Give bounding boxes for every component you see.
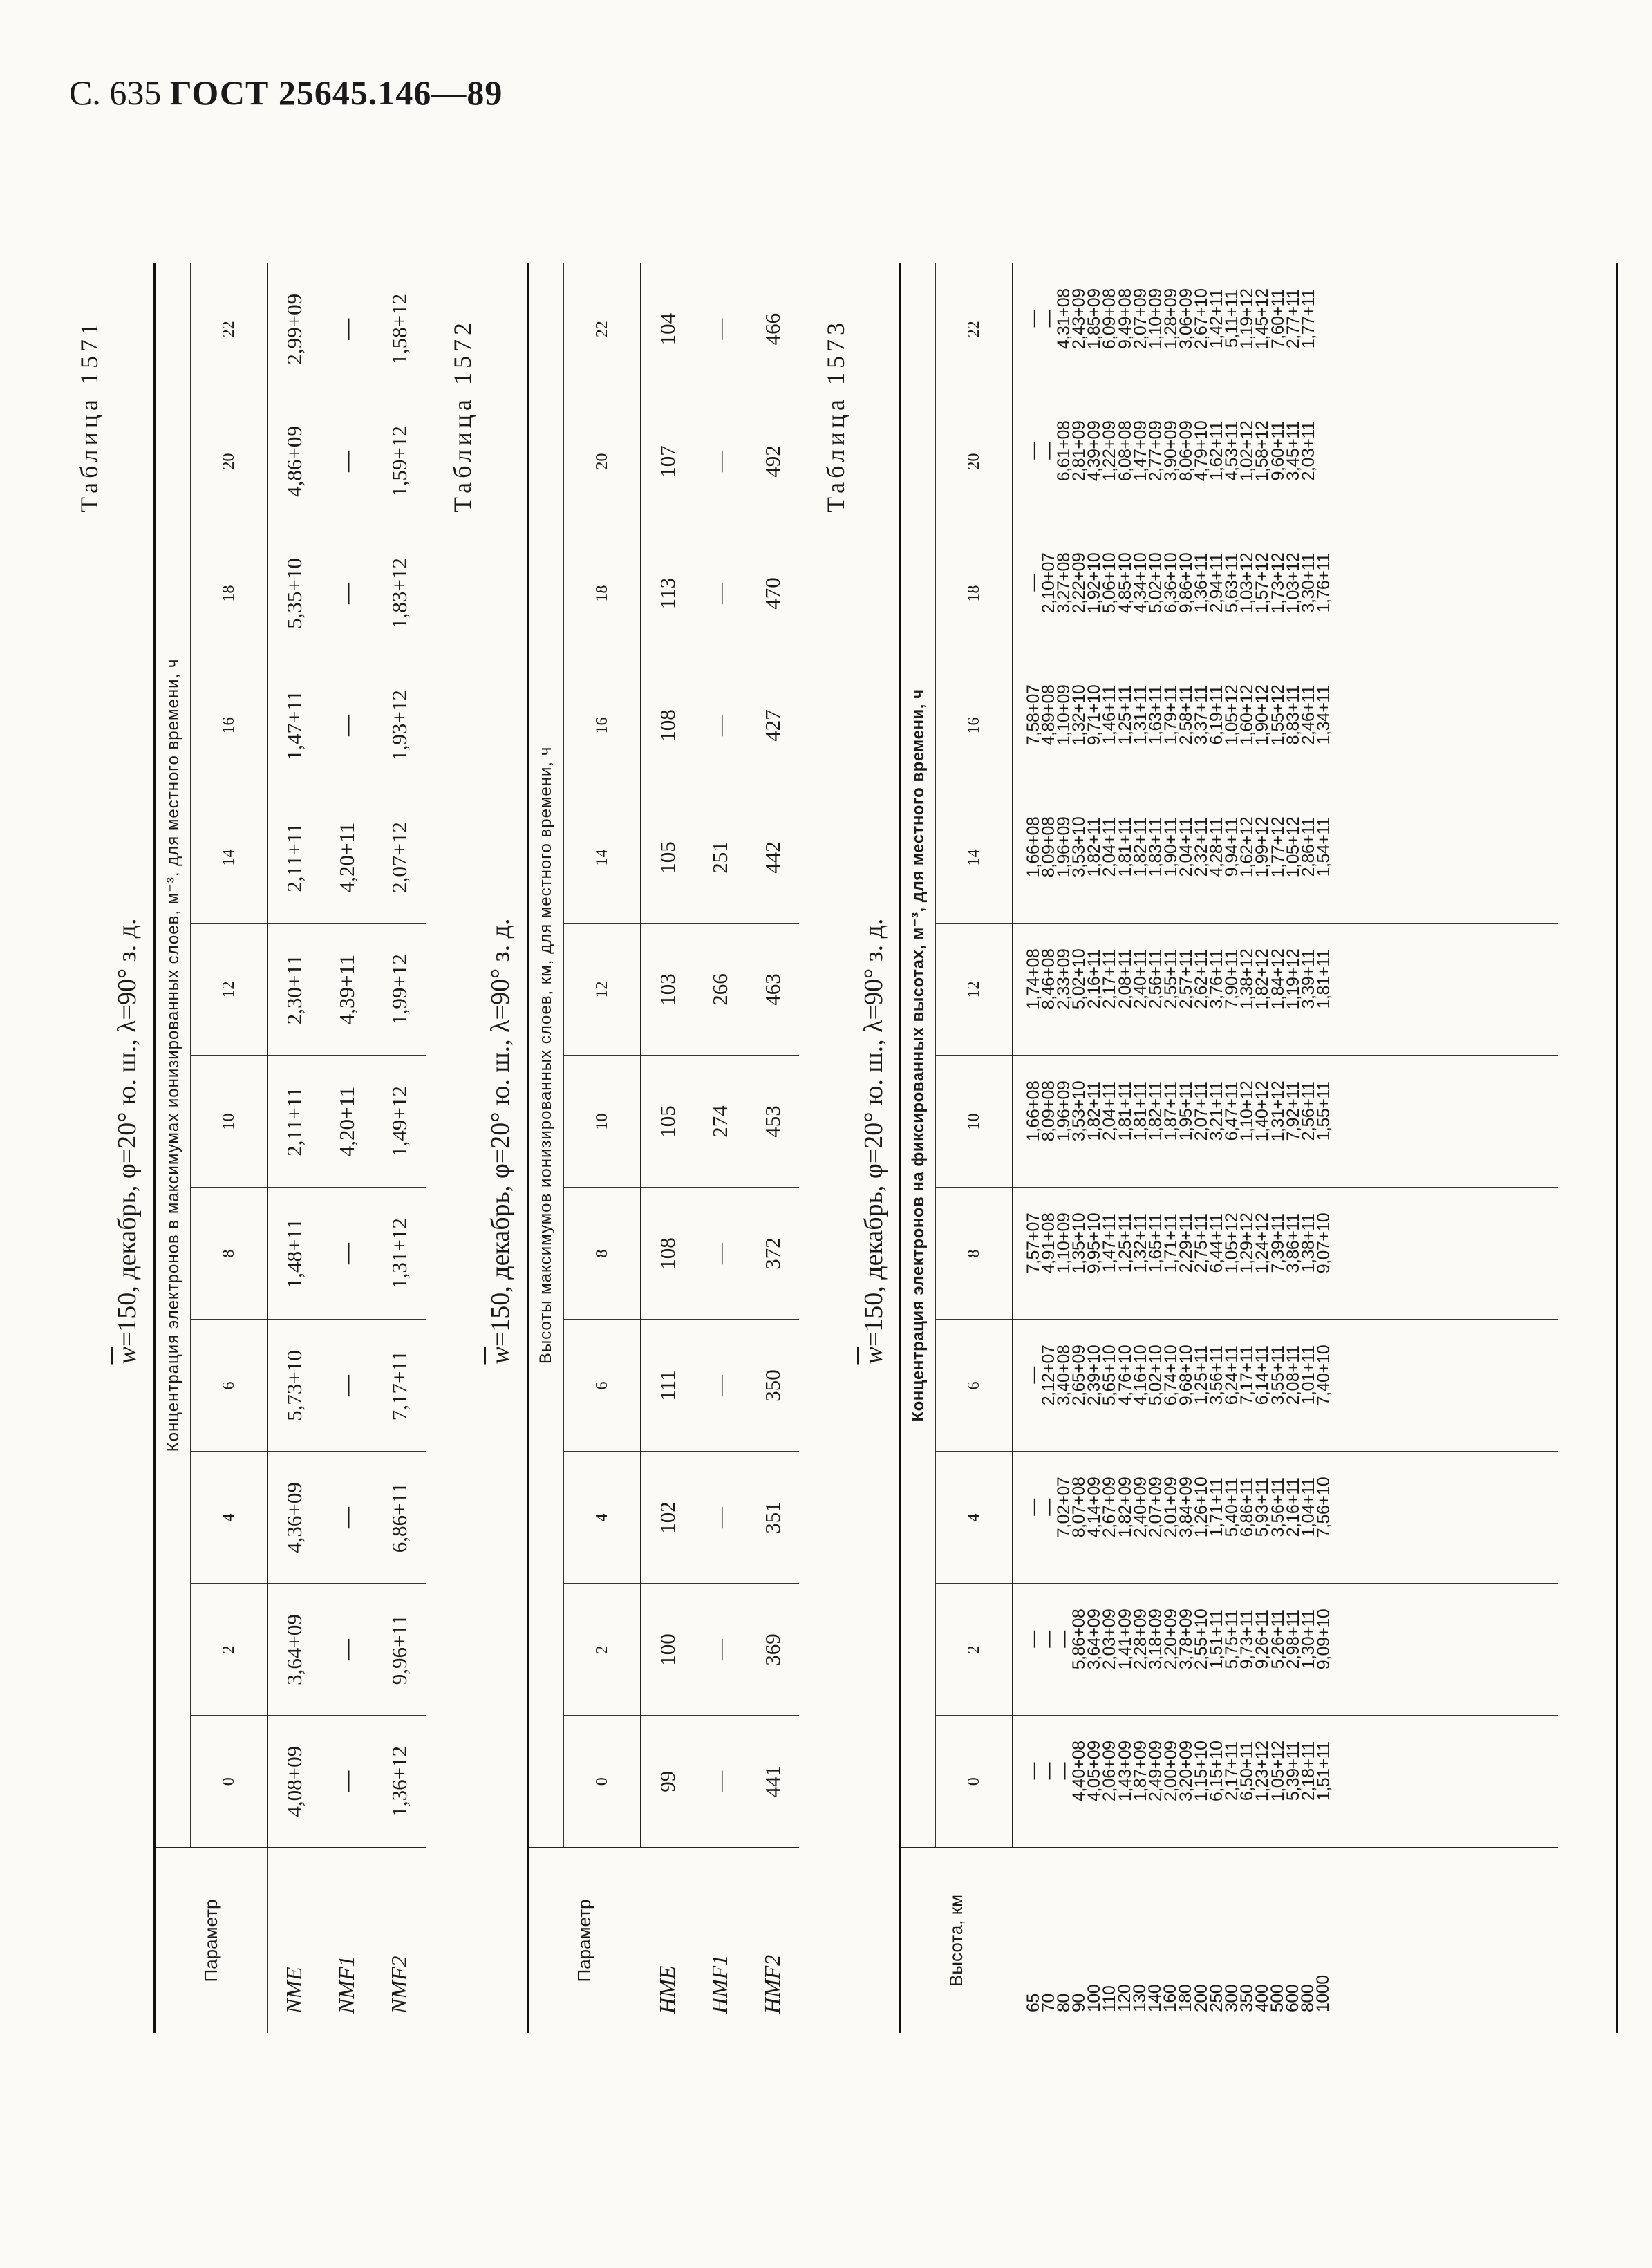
table-cell: 6,86+11 [373, 1452, 426, 1584]
standard-number: ГОСТ 25645.146—89 [169, 73, 503, 112]
param-name: HMF1 [694, 1848, 747, 2033]
hour-header: 12 [191, 924, 268, 1056]
hour-header: 2 [936, 1584, 1013, 1716]
hour-header: 6 [936, 1320, 1013, 1452]
table-cell: 2,11+11 [267, 791, 321, 924]
hour-header: 14 [191, 791, 268, 924]
table-cell: 113 [641, 527, 694, 659]
table-column-values: — 2,10+07 3,27+08 2,22+09 1,92+10 5,06+10 4,85+10 4,34+10 5,02+10 6,36+10 9,86+10 1,36+11 2,94+11 5,63+11 1,03+12 1,57+12 1,73+12 1,03+12 3,30+11 1,76+11 [1013, 527, 1558, 659]
height-values: 65 70 80 90 100 110 120 130 140 160 180 200 250 300 350 400 500 600 800 1000 [1013, 1848, 1558, 2033]
table-cell: 1,83+12 [373, 527, 426, 659]
table-cell: 104 [641, 263, 694, 395]
hour-header: 22 [564, 263, 641, 395]
table-cell: 1,58+12 [373, 263, 426, 395]
hour-header: 6 [564, 1320, 641, 1452]
hour-header: 18 [191, 527, 268, 659]
table-cell: 427 [747, 659, 799, 791]
table-column-values: 1,74+08 8,46+08 2,33+09 5,02+10 2,16+11 2,17+11 2,08+11 2,40+11 2,56+11 2,55+11 2,57+11 2,62+11 3,76+11 7,90+11 1,38+12 1,82+12 1,84+12 1,19+12 3,39+11 1,81+11 [1013, 924, 1558, 1056]
table-cell: — [321, 1716, 373, 1848]
table-cell: — [694, 1452, 747, 1584]
table-cell: 103 [641, 924, 694, 1056]
hour-header: 2 [564, 1584, 641, 1716]
table-1571 [156, 263, 426, 2033]
table-cell: 3,64+09 [267, 1584, 321, 1716]
table-cell: — [694, 395, 747, 527]
table-cell: 463 [747, 924, 799, 1056]
table-cell: 1,31+12 [373, 1188, 426, 1320]
page-number: С. 635 [69, 73, 162, 112]
table-cell: — [694, 1188, 747, 1320]
table-cell: 2,99+09 [267, 263, 321, 395]
table-1573-label: Таблица 1573 [822, 319, 850, 512]
param-name: HME [641, 1848, 694, 2033]
table-cell: — [321, 659, 373, 791]
table-cell: 7,17+11 [373, 1320, 426, 1452]
table-cell: 4,36+09 [267, 1452, 321, 1584]
table-cell: 369 [747, 1584, 799, 1716]
table-row [694, 263, 747, 2033]
table-1572-label: Таблица 1572 [449, 319, 476, 512]
table-cell: 351 [747, 1452, 799, 1584]
title-w-overline: $\overline{w}$ [486, 1347, 515, 1365]
table-cell: 4,20+11 [321, 1056, 373, 1188]
table-cell: — [321, 1452, 373, 1584]
hour-header: 22 [936, 263, 1013, 395]
table-cell: 4,86+09 [267, 395, 321, 527]
table-cell: 105 [641, 791, 694, 924]
table-cell: 105 [641, 1056, 694, 1188]
table-1572-caption: Высоты максимумов ионизированных слоев, км, для местного времени, ч [529, 263, 564, 1848]
hour-header: 8 [191, 1188, 268, 1320]
hour-header: 2 [191, 1584, 268, 1716]
table-cell: 99 [641, 1716, 694, 1848]
table-cell: 108 [641, 1188, 694, 1320]
table-column-values: — 2,12+07 3,40+08 2,65+09 2,39+10 5,65+10 4,76+10 4,16+10 5,02+10 6,74+10 9,68+10 1,25+11 3,56+11 6,24+11 7,17+11 6,14+11 3,55+11 2,08+11 1,01+11 7,40+10 [1013, 1320, 1558, 1452]
table-column-values: 1,66+08 8,09+08 1,96+09 3,53+10 1,82+11 2,04+11 1,81+11 1,82+11 1,83+11 1,90+11 2,04+11 2,32+11 4,28+11 9,94+11 1,62+12 1,99+12 1,77+12 1,05+12 2,86+11 1,54+11 [1013, 791, 1558, 924]
table-row [641, 263, 694, 2033]
table-cell: — [694, 659, 747, 791]
table-cell: — [321, 1320, 373, 1452]
table-1571-caption: Концентрация электронов в максимумах ионизированных слоев, м⁻³, для местного времени, ч [156, 263, 191, 1848]
table-cell: 1,93+12 [373, 659, 426, 791]
table-column-values: 7,57+07 4,91+08 1,10+09 1,35+10 9,95+10 1,47+11 1,25+11 1,32+11 1,65+11 1,71+11 2,29+11 2,75+11 6,44+11 1,05+12 1,29+12 1,24+12 7,39+11 3,86+11 1,38+11 9,07+10 [1013, 1188, 1558, 1320]
table-cell: 1,48+11 [267, 1188, 321, 1320]
table-cell: 442 [747, 791, 799, 924]
table-row [321, 263, 373, 2033]
table-cell: 111 [641, 1320, 694, 1452]
hour-header: 12 [936, 924, 1013, 1056]
table-cell: 453 [747, 1056, 799, 1188]
table-cell: 1,99+12 [373, 924, 426, 1056]
table-cell: 1,49+12 [373, 1056, 426, 1188]
hour-header: 12 [564, 924, 641, 1056]
table-column-values: 1,66+08 8,09+08 1,96+09 3,53+10 1,82+11 2,04+11 1,81+11 1,81+11 1,82+11 1,87+11 1,95+11 2,07+11 3,21+11 6,47+11 1,10+12 1,40+12 1,31+12 7,92+11 2,56+11 1,55+11 [1013, 1056, 1558, 1188]
table-cell: 372 [747, 1188, 799, 1320]
table-cell: 350 [747, 1320, 799, 1452]
title-w-overline: $\overline{w}$ [859, 1347, 888, 1365]
table-cell: — [321, 263, 373, 395]
hour-header: 14 [936, 791, 1013, 924]
table-cell: 492 [747, 395, 799, 527]
hour-header: 22 [191, 263, 268, 395]
hour-header: 0 [936, 1716, 1013, 1848]
table-column-values: — — 4,31+08 2,43+09 1,85+09 6,09+08 9,49+08 2,07+09 1,10+09 1,28+09 3,06+09 2,67+10 1,42+11 5,11+11 1,19+12 1,45+12 7,60+11 2,77+11 1,77+11 [1013, 263, 1558, 395]
param-header: Параметр [156, 1848, 267, 2033]
table-1571-label: Таблица 1571 [75, 319, 103, 512]
table-cell: 108 [641, 659, 694, 791]
table-cell: 4,20+11 [321, 791, 373, 924]
hour-header: 20 [936, 395, 1013, 527]
hour-header: 4 [564, 1452, 641, 1584]
table-cell: 5,35+10 [267, 527, 321, 659]
table-cell: — [694, 1584, 747, 1716]
hour-header: 4 [936, 1452, 1013, 1584]
table-cell: — [694, 1716, 747, 1848]
table-cell: — [321, 1584, 373, 1716]
param-name: NMF1 [321, 1848, 373, 2033]
table-cell: — [694, 527, 747, 659]
table-1572 [529, 263, 799, 2033]
table-cell: 441 [747, 1716, 799, 1848]
hour-header: 10 [936, 1056, 1013, 1188]
param-name: NME [267, 1848, 321, 2033]
table-cell: 4,08+09 [267, 1716, 321, 1848]
hour-header: 18 [564, 527, 641, 659]
table-column-values: — — 6,61+08 2,81+09 4,39+09 1,22+09 6,08+08 1,47+09 2,77+09 3,90+09 8,06+09 4,79+10 1,62+11 4,53+11 1,02+12 1,58+12 9,60+11 3,45+11 2,03+11 [1013, 395, 1558, 527]
table-cell: 2,30+11 [267, 924, 321, 1056]
table-cell: — [694, 263, 747, 395]
param-name: NMF2 [373, 1848, 426, 2033]
table-cell: 470 [747, 527, 799, 659]
table-cell: 107 [641, 395, 694, 527]
hour-header: 6 [191, 1320, 268, 1452]
table-cell: 251 [694, 791, 747, 924]
table-cell: 466 [747, 263, 799, 395]
table-cell: 100 [641, 1584, 694, 1716]
height-header: Высота, км [901, 1848, 1013, 2033]
table-1571-title: $\overline{w}=150$, декабрь, φ=20° ю. ш., λ=90° з. д. [113, 918, 142, 1365]
table-column-values: — — 7,02+07 8,07+08 4,14+09 2,67+09 1,82+09 2,40+09 2,07+09 2,01+09 3,84+09 1,26+10 1,71+11 5,40+11 6,86+11 5,93+11 3,56+11 2,16+11 1,04+11 7,56+10 [1013, 1452, 1558, 1584]
hour-header: 18 [936, 527, 1013, 659]
table-cell: 2,07+12 [373, 791, 426, 924]
hour-header: 20 [564, 395, 641, 527]
hour-header: 14 [564, 791, 641, 924]
table-cell: 1,59+12 [373, 395, 426, 527]
hour-header: 10 [191, 1056, 268, 1188]
table-cell: — [321, 527, 373, 659]
table-1573-caption: Концентрация электронов на фиксированных высотах, м⁻³, для местного времени, ч [901, 263, 936, 1848]
table-cell: 102 [641, 1452, 694, 1584]
table-1573 [901, 263, 1558, 2033]
title-w-overline: $\overline{w}$ [113, 1347, 142, 1365]
table-row [267, 263, 321, 2033]
table-row [747, 263, 799, 2033]
table-cell: — [321, 395, 373, 527]
hour-header: 10 [564, 1056, 641, 1188]
table-cell: 274 [694, 1056, 747, 1188]
table-cell: 1,36+12 [373, 1716, 426, 1848]
table-column-values: — — — 5,86+08 3,64+09 2,03+09 1,41+09 2,28+09 3,18+09 2,20+09 3,78+09 2,55+10 1,51+11 5,75+11 9,73+11 9,26+11 5,26+11 2,98+11 1,30+11 9,09+10 [1013, 1584, 1558, 1716]
rotated-content [0, 263, 1652, 2268]
page-header [69, 73, 503, 113]
param-header: Параметр [529, 1848, 641, 2033]
hour-header: 8 [936, 1188, 1013, 1320]
table-cell: 1,47+11 [267, 659, 321, 791]
table-cell: — [321, 1188, 373, 1320]
table-1573-title: $\overline{w}=150$, декабрь, φ=20° ю. ш., λ=90° з. д. [859, 918, 888, 1365]
table-cell: 4,39+11 [321, 924, 373, 1056]
hour-header: 20 [191, 395, 268, 527]
table-cell: 5,73+10 [267, 1320, 321, 1452]
table-cell: 2,11+11 [267, 1056, 321, 1188]
hour-header: 16 [564, 659, 641, 791]
table-1572-title: $\overline{w}=150$, декабрь, φ=20° ю. ш., λ=90° з. д. [486, 918, 515, 1365]
hour-header: 16 [936, 659, 1013, 791]
hour-header: 8 [564, 1188, 641, 1320]
table-row [373, 263, 426, 2033]
hour-header: 0 [191, 1716, 268, 1848]
table-column-values: 7,58+07 4,89+08 1,10+09 1,32+10 9,71+10 1,46+11 1,25+11 1,31+11 1,63+11 1,79+11 2,58+11 3,37+11 6,19+11 1,05+12 1,60+12 1,90+12 1,55+12 8,83+11 2,46+11 1,34+11 [1013, 659, 1558, 791]
hour-header: 0 [564, 1716, 641, 1848]
table-cell: 266 [694, 924, 747, 1056]
hour-header: 4 [191, 1452, 268, 1584]
hour-header: 16 [191, 659, 268, 791]
param-name: HMF2 [747, 1848, 799, 2033]
table-column-values: — — — 4,40+08 4,05+09 2,06+09 1,43+09 1,87+09 2,49+09 2,00+09 3,20+09 1,15+10 6,15+10 2,17+11 6,50+11 1,23+12 1,05+12 5,39+11 2,18+11 1,51+11 [1013, 1716, 1558, 1848]
table-cell: — [694, 1320, 747, 1452]
table-cell: 9,96+11 [373, 1584, 426, 1716]
